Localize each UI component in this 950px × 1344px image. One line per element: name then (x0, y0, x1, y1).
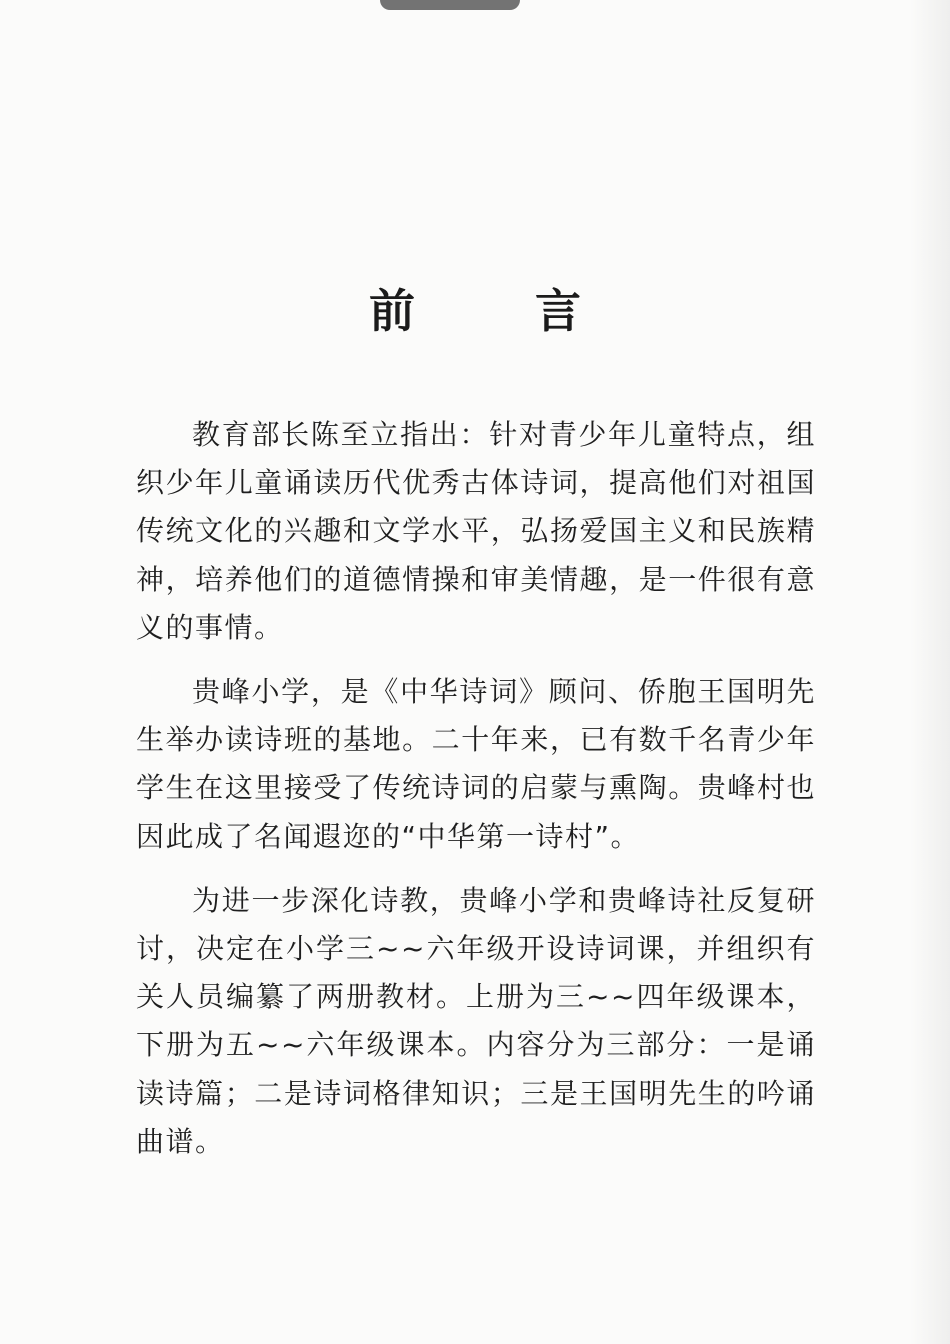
paragraph-2: 贵峰小学，是《中华诗词》顾问、侨胞王国明先生举办读诗班的基地。二十年来，已有数千名青少年学生在这里接受了传统诗词的启蒙与熏陶。贵峰村也因此成了名闻遐迩的“中华第一诗村”。 (136, 675, 816, 853)
preface-body (136, 411, 816, 1182)
paragraph-3: 为进一步深化诗教，贵峰小学和贵峰诗社反复研讨，决定在小学三~~六年级开设诗词课，并组织有关人员编纂了两册教材。上册为三~~四年级课本，下册为五~~六年级课本。内容分为三部分：一是诵读诗篇；二是诗词格律知识；三是王国明先生的吟诵曲谱。 (136, 883, 816, 1158)
page-title: 前 言 (368, 284, 633, 338)
page-edge-shadow (910, 0, 950, 1344)
scan-smudge (380, 0, 520, 10)
paragraph-1: 教育部长陈至立指出：针对青少年儿童特点，组织少年儿童诵读历代优秀古体诗词，提高他们对祖国传统文化的兴趣和文学水平，弘扬爱国主义和民族精神，培养他们的道德情操和审美情趣，是一件很有意义的事情。 (136, 418, 816, 644)
